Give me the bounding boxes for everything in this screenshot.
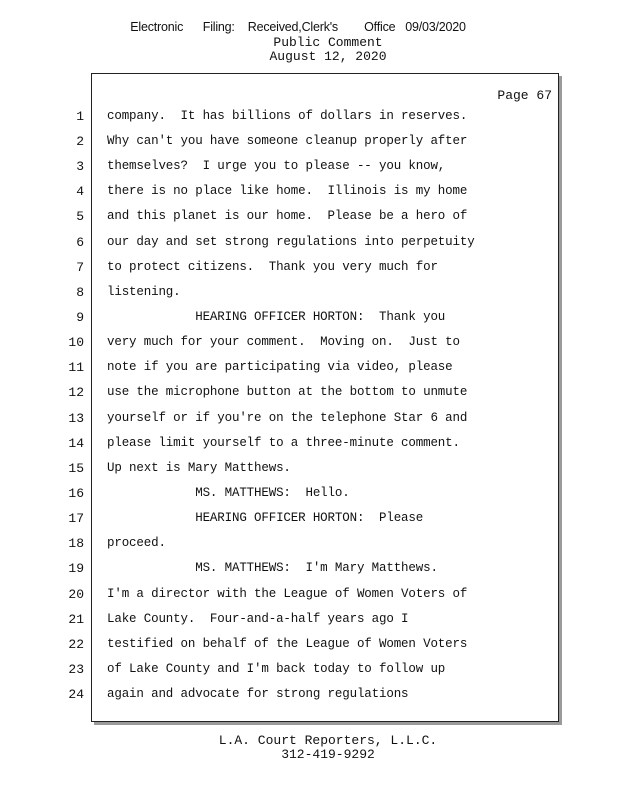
line-number: 23: [68, 662, 84, 677]
line-text: to protect citizens. Thank you very much for: [107, 260, 438, 274]
transcript-line: [0, 385, 618, 405]
transcript-line: [0, 134, 618, 154]
footer-phone: 312-419-9292: [281, 747, 375, 762]
transcript-line: [0, 561, 618, 581]
line-text: HEARING OFFICER HORTON: Thank you: [107, 310, 446, 324]
page-number: Page 67: [497, 88, 552, 103]
line-number: 17: [68, 511, 84, 526]
transcript-line: [0, 687, 618, 707]
transcript-line: [0, 260, 618, 280]
line-text: Up next is Mary Matthews.: [107, 461, 291, 475]
line-text: testified on behalf of the League of Women Voters: [107, 637, 468, 651]
line-number: 11: [68, 360, 84, 375]
line-text: company. It has billions of dollars in reserves.: [107, 109, 468, 123]
header-title: Public Comment: [273, 35, 383, 50]
line-number: 5: [76, 209, 84, 224]
line-number: 22: [68, 637, 84, 652]
line-text: proceed.: [107, 536, 166, 550]
transcript-line: [0, 235, 618, 255]
transcript-line: [0, 536, 618, 556]
transcript-line: [0, 184, 618, 204]
line-text: again and advocate for strong regulations: [107, 687, 409, 701]
transcript-line: [0, 310, 618, 330]
line-number: 20: [68, 587, 84, 602]
transcript-line: [0, 486, 618, 506]
line-number: 3: [76, 159, 84, 174]
transcript-line: [0, 285, 618, 305]
line-number: 19: [68, 561, 84, 576]
transcript-line: [0, 209, 618, 229]
line-text: very much for your comment. Moving on. Just to: [107, 335, 460, 349]
line-text: and this planet is our home. Please be a hero of: [107, 209, 468, 223]
transcript-line: [0, 587, 618, 607]
line-number: 13: [68, 411, 84, 426]
transcript-line: [0, 335, 618, 355]
electronic-filing-stamp: Electronic Filing: Received,Clerk's Office 09/03/2020: [130, 20, 466, 34]
transcript-line: [0, 637, 618, 657]
line-number: 7: [76, 260, 84, 275]
line-text: note if you are participating via video, please: [107, 360, 453, 374]
line-text: I'm a director with the League of Women Voters of: [107, 587, 468, 601]
line-number: 14: [68, 436, 84, 451]
line-text: please limit yourself to a three-minute comment.: [107, 436, 460, 450]
line-text: MS. MATTHEWS: I'm Mary Matthews.: [107, 561, 438, 575]
line-number: 1: [76, 109, 84, 124]
line-text: listening.: [107, 285, 181, 299]
header-date: August 12, 2020: [269, 49, 387, 64]
transcript-line: [0, 461, 618, 481]
transcript-line: [0, 511, 618, 531]
line-number: 2: [76, 134, 84, 149]
line-text: MS. MATTHEWS: Hello.: [107, 486, 350, 500]
line-number: 16: [68, 486, 84, 501]
transcript-line: [0, 109, 618, 129]
line-number: 15: [68, 461, 84, 476]
line-text: yourself or if you're on the telephone Star 6 and: [107, 411, 468, 425]
line-text: our day and set strong regulations into perpetuity: [107, 235, 475, 249]
line-number: 12: [68, 385, 84, 400]
line-text: there is no place like home. Illinois is my home: [107, 184, 468, 198]
line-number: 4: [76, 184, 84, 199]
line-text: Lake County. Four-and-a-half years ago I: [107, 612, 409, 626]
line-number: 6: [76, 235, 84, 250]
line-text: themselves? I urge you to please -- you know,: [107, 159, 446, 173]
line-number: 9: [76, 310, 84, 325]
transcript-line: [0, 411, 618, 431]
transcript-line: [0, 612, 618, 632]
line-text: of Lake County and I'm back today to follow up: [107, 662, 446, 676]
line-number: 18: [68, 536, 84, 551]
line-number: 8: [76, 285, 84, 300]
line-text: use the microphone button at the bottom to unmute: [107, 385, 468, 399]
line-number: 24: [68, 687, 84, 702]
transcript-line: [0, 159, 618, 179]
transcript-line: [0, 436, 618, 456]
line-text: Why can't you have someone cleanup properly after: [107, 134, 468, 148]
transcript-line: [0, 662, 618, 682]
transcript-line: [0, 360, 618, 380]
line-number: 21: [68, 612, 84, 627]
footer-company: L.A. Court Reporters, L.L.C.: [218, 733, 438, 748]
line-text: HEARING OFFICER HORTON: Please: [107, 511, 424, 525]
line-number: 10: [68, 335, 84, 350]
